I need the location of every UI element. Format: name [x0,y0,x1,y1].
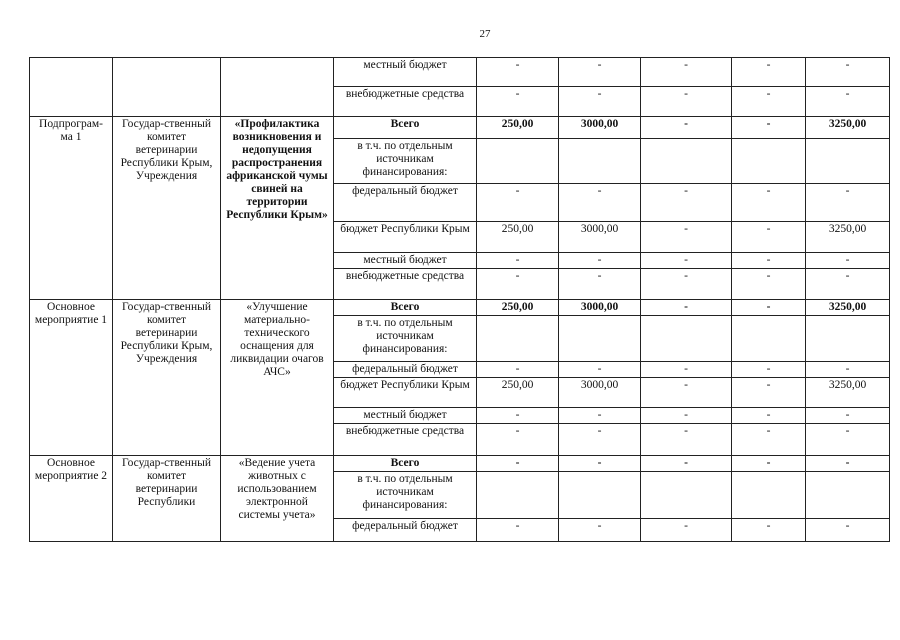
amount-cell: - [477,184,559,222]
amount-cell: - [477,58,559,87]
program-name: «Ведение учета животных с использованием электронной системы учета» [221,456,334,542]
amount-cell [732,472,806,519]
amount-cell: 3000,00 [559,117,641,139]
funding-source: в т.ч. по отдельным источникам финансирования: [334,472,477,519]
responsible-executor: Государ-ственный комитет ветеринарии Республики [113,456,221,542]
amount-cell: - [641,378,732,408]
funding-source: бюджет Республики Крым [334,222,477,253]
amount-cell: 3250,00 [806,222,890,253]
funding-source: в т.ч. по отдельным источникам финансирования: [334,316,477,362]
amount-cell: 250,00 [477,378,559,408]
funding-source: федеральный бюджет [334,184,477,222]
amount-cell: 3000,00 [559,378,641,408]
amount-cell [477,316,559,362]
amount-cell: - [559,87,641,117]
amount-cell: 3250,00 [806,378,890,408]
amount-cell: - [559,519,641,542]
amount-cell: - [732,184,806,222]
amount-cell: - [732,253,806,269]
amount-cell: - [732,117,806,139]
funding-source: Всего [334,300,477,316]
amount-cell: 250,00 [477,300,559,316]
amount-cell: - [641,424,732,456]
amount-cell: - [732,378,806,408]
amount-cell: - [732,456,806,472]
amount-cell: - [559,58,641,87]
amount-cell: - [641,456,732,472]
amount-cell: - [477,87,559,117]
funding-source: внебюджетные средства [334,424,477,456]
amount-cell: - [641,222,732,253]
program-type: Основное мероприятие 1 [30,300,113,456]
amount-cell [641,472,732,519]
amount-cell [477,139,559,184]
amount-cell: - [559,456,641,472]
amount-cell: 250,00 [477,117,559,139]
amount-cell: - [732,519,806,542]
amount-cell: - [477,253,559,269]
amount-cell: - [806,424,890,456]
continuation-type-cell [30,58,113,117]
amount-cell: - [732,300,806,316]
program-name: «Улучшение материально-технического оснащения для ликвидации очагов АЧС» [221,300,334,456]
responsible-executor: Государ-ственный комитет ветеринарии Республики Крым, Учреждения [113,300,221,456]
amount-cell: - [806,456,890,472]
amount-cell: - [559,424,641,456]
table-row [30,456,890,472]
amount-cell: - [806,253,890,269]
funding-source: в т.ч. по отдельным источникам финансирования: [334,139,477,184]
amount-cell: 3000,00 [559,222,641,253]
amount-cell: - [641,408,732,424]
program-type: Подпрограм-ма 1 [30,117,113,300]
amount-cell: - [806,408,890,424]
amount-cell: - [641,58,732,87]
funding-source: Всего [334,117,477,139]
amount-cell [559,139,641,184]
amount-cell: - [806,87,890,117]
amount-cell: - [732,269,806,300]
amount-cell: - [732,58,806,87]
amount-cell: 3000,00 [559,300,641,316]
funding-source: федеральный бюджет [334,362,477,378]
amount-cell: - [732,424,806,456]
amount-cell: - [477,362,559,378]
amount-cell: - [641,300,732,316]
amount-cell: - [806,519,890,542]
page-number: 27 [479,28,491,40]
amount-cell: 3250,00 [806,300,890,316]
amount-cell: - [477,456,559,472]
amount-cell: - [732,222,806,253]
amount-cell: - [806,58,890,87]
amount-cell [806,472,890,519]
amount-cell [559,472,641,519]
amount-cell: - [559,408,641,424]
amount-cell: - [732,362,806,378]
amount-cell: - [477,408,559,424]
funding-source: местный бюджет [334,253,477,269]
table-row [30,58,890,87]
amount-cell: - [641,87,732,117]
amount-cell [806,139,890,184]
amount-cell [806,316,890,362]
amount-cell: - [806,362,890,378]
amount-cell [477,472,559,519]
funding-source: Всего [334,456,477,472]
amount-cell [641,139,732,184]
table-row [30,300,890,316]
funding-source: внебюджетные средства [334,269,477,300]
amount-cell [732,139,806,184]
amount-cell: 3250,00 [806,117,890,139]
table-row [30,117,890,139]
amount-cell: - [559,362,641,378]
amount-cell: - [559,253,641,269]
program-name: «Профилактика возникновения и недопущения распространения африканской чумы свиней на территории Республики Крым» [221,117,334,300]
amount-cell: - [641,362,732,378]
amount-cell: - [806,184,890,222]
amount-cell: - [641,253,732,269]
amount-cell: - [806,269,890,300]
amount-cell: - [641,184,732,222]
funding-source: бюджет Республики Крым [334,378,477,408]
amount-cell: - [641,117,732,139]
funding-source: местный бюджет [334,58,477,87]
amount-cell: - [641,269,732,300]
amount-cell [732,316,806,362]
amount-cell: - [559,269,641,300]
amount-cell: - [477,269,559,300]
funding-source: внебюджетные средства [334,87,477,117]
amount-cell: - [732,408,806,424]
amount-cell: 250,00 [477,222,559,253]
program-type: Основное мероприятие 2 [30,456,113,542]
amount-cell [559,316,641,362]
funding-source: местный бюджет [334,408,477,424]
funding-source: федеральный бюджет [334,519,477,542]
amount-cell: - [732,87,806,117]
amount-cell: - [477,424,559,456]
continuation-name-cell [221,58,334,117]
amount-cell: - [477,519,559,542]
amount-cell: - [641,519,732,542]
responsible-executor: Государ-ственный комитет ветеринарии Республики Крым, Учреждения [113,117,221,300]
continuation-executor-cell [113,58,221,117]
amount-cell: - [559,184,641,222]
budget-table [29,57,890,542]
amount-cell [641,316,732,362]
